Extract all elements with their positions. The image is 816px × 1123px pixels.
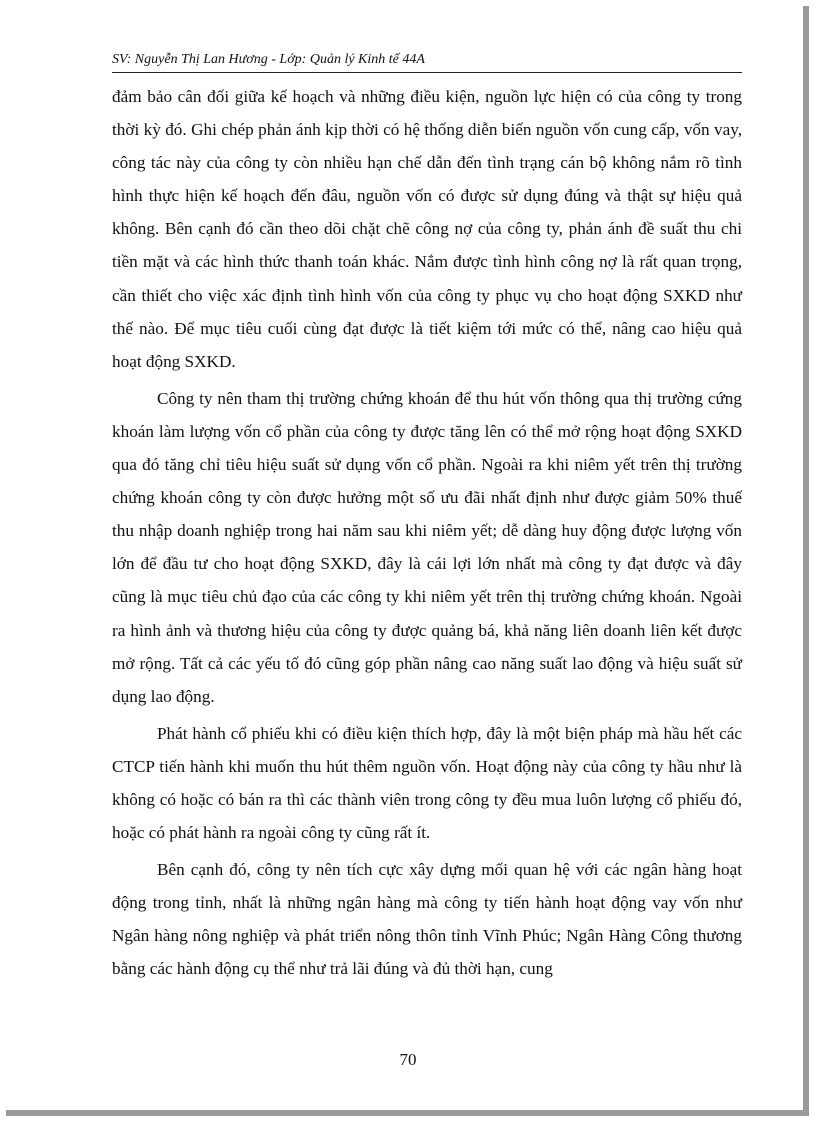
header-text: SV: Nguyễn Thị Lan Hương - Lớp: Quản lý Kinh tế 44A bbox=[112, 52, 425, 67]
paragraph-2: Công ty nên tham thị trường chứng khoán để thu hút vốn thông qua thị trường cứng khoán làm lượng vốn cổ phần của công ty được tăng lên có thể mở rộng hoạt động SXKD qua đó tăng chỉ tiêu hiệu suất sử dụng vốn cổ phần. Ngoài ra khi niêm yết trên thị trường chứng khoán công ty còn được hưởng một số ưu đãi nhất định như được giảm 50% thuế thu nhập doanh nghiệp trong hai năm sau khi niêm yết; dễ dàng huy động được lượng vốn lớn để đầu tư cho hoạt động SXKD, đây là cái lợi lớn nhất mà công ty đạt được và đây cũng là mục tiêu chủ đạo của các công ty khi niêm yết trên thị trường chứng khoán. Ngoài ra hình ảnh và thương hiệu của công ty được quảng bá, khả năng liên doanh liên kết được mở rộng. Tất cả các yếu tố đó cũng góp phần nâng cao năng suất lao động và hiệu suất sử dụng lao động. bbox=[112, 388, 742, 706]
paragraph-4: Bên cạnh đó, công ty nên tích cực xây dựng mối quan hệ với các ngân hàng hoạt động trong tỉnh, nhất là những ngân hàng mà công ty tiến hành hoạt động vay vốn như Ngân hàng nông nghiệp và phát triển nông thôn tỉnh Vĩnh Phúc; Ngân Hàng Công thương bằng các hành động cụ thể như trả lãi đúng và đủ thời hạn, cung bbox=[112, 860, 742, 979]
page-number: 70 bbox=[399, 1050, 417, 1069]
body-text bbox=[112, 80, 742, 986]
paragraph-1: đảm bảo cân đối giữa kế hoạch và những điều kiện, nguồn lực hiện có của công ty trong thời kỳ đó. Ghi chép phản ánh kịp thời có hệ thống diễn biến nguồn vốn cung cấp, vốn vay, công tác này của công ty còn nhiều hạn chế dẫn đến tình trạng cán bộ không nắm rõ tình hình thực hiện kế hoạch đến đâu, nguồn vốn có được sử dụng đúng và thật sự hiệu quả không. Bên cạnh đó cần theo dõi chặt chẽ công nợ của công ty, phản ánh đề suất thu chi tiền mặt và các hình thức thanh toán khác. Nắm được tình hình công nợ là rất quan trọng, cần thiết cho việc xác định tình hình vốn của công ty phục vụ cho hoạt động SXKD như thế nào. Để mục tiêu cuối cùng đạt được là tiết kiệm tới mức có thể, nâng cao hiệu quả hoạt động SXKD. bbox=[112, 87, 742, 371]
paragraph-3: Phát hành cổ phiếu khi có điều kiện thích hợp, đây là một biện pháp mà hầu hết các CTCP tiến hành khi muốn thu hút thêm nguồn vốn. Hoạt động này của công ty hầu như là không có hoặc có bán ra thì các thành viên trong công ty đều mua luôn lượng cổ phiếu đó, hoặc có phát hành ra ngoài công ty cũng rất ít. bbox=[112, 723, 742, 843]
page-header bbox=[112, 50, 742, 73]
